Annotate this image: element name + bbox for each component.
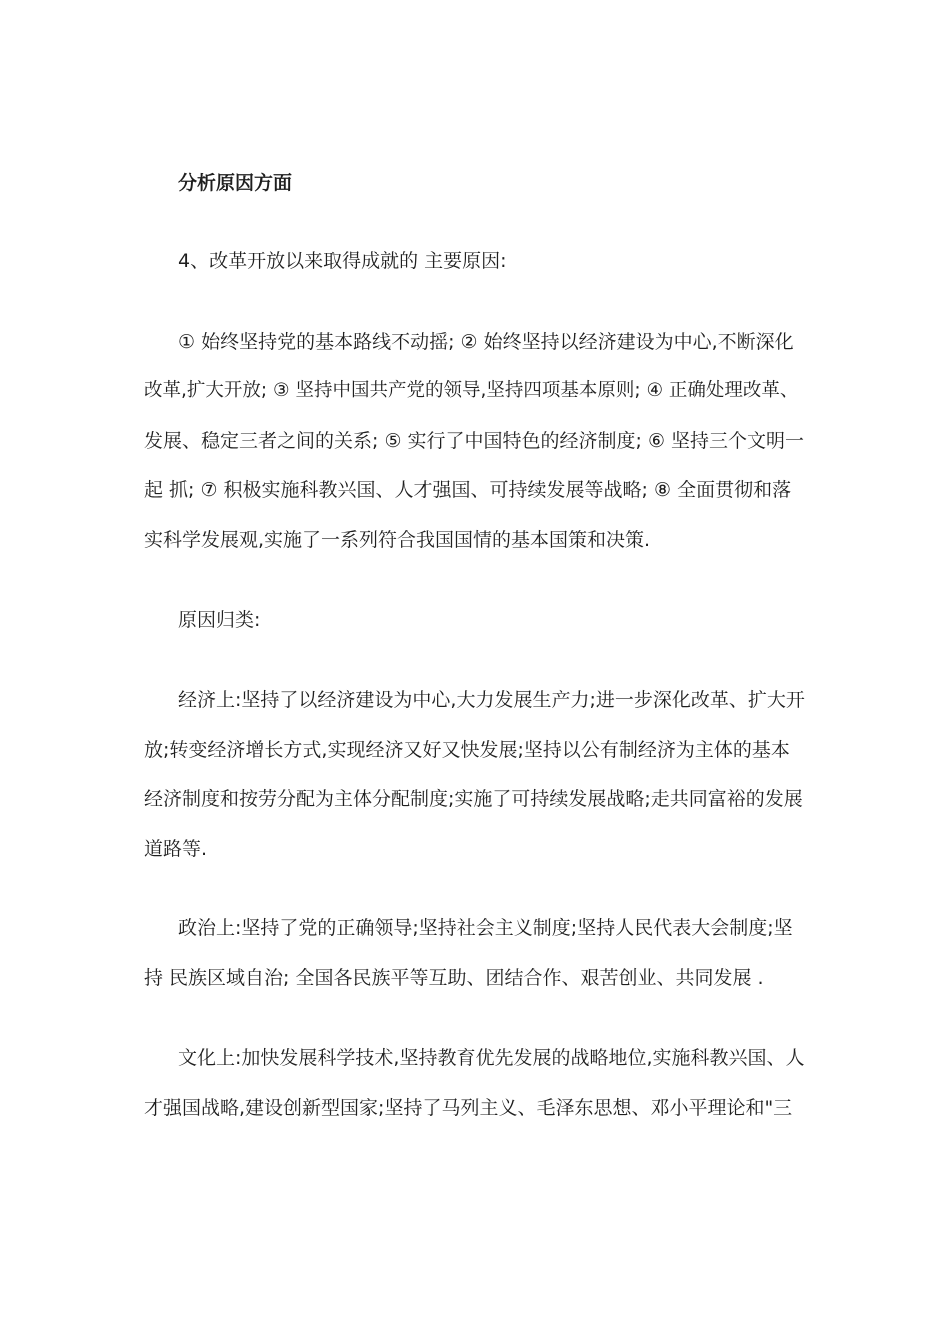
reasons-line-1: ① 始终坚持党的基本路线不动摇; ② 始终坚持以经济建设为中心,不断深化 [178,331,794,353]
politics-line-2: 持 民族区域自治; 全国各民族平等互助、团结合作、艰苦创业、共同发展 . [144,967,764,989]
economy-line-2: 放;转变经济增长方式,实现经济又好又快发展;坚持以公有制经济为主体的基本 [144,739,790,761]
culture-line-1: 文化上:加快发展科学技术,坚持教育优先发展的战略地位,实施科教兴国、人 [178,1047,805,1069]
politics-line-1: 政治上:坚持了党的正确领导;坚持社会主义制度;坚持人民代表大会制度;坚 [178,917,793,939]
item-title: 4、改革开放以来取得成就的 主要原因: [178,250,507,272]
category-title: 原因归类: [178,609,261,631]
economy-line-4: 道路等. [144,838,208,860]
culture-line-2: 才强国战略,建设创新型国家;坚持了马列主义、毛泽东思想、邓小平理论和"三 [144,1097,793,1119]
reasons-line-4: 起 抓; ⑦ 积极实施科教兴国、人才强国、可持续发展等战略; ⑧ 全面贯彻和落 [144,479,792,501]
section-heading: 分析原因方面 [178,172,293,194]
reasons-line-2: 改革,扩大开放; ③ 坚持中国共产党的领导,坚持四项基本原则; ④ 正确处理改革、 [144,380,799,401]
economy-line-3: 经济制度和按劳分配为主体分配制度;实施了可持续发展战略;走共同富裕的发展 [144,788,803,810]
economy-line-1: 经济上:坚持了以经济建设为中心,大力发展生产力;进一步深化改革、扩大开 [178,689,805,711]
reasons-line-3: 发展、稳定三者之间的关系; ⑤ 实行了中国特色的经济制度; ⑥ 坚持三个文明一 [144,430,805,452]
reasons-line-5: 实科学发展观,实施了一系列符合我国国情的基本国策和决策. [144,529,651,551]
